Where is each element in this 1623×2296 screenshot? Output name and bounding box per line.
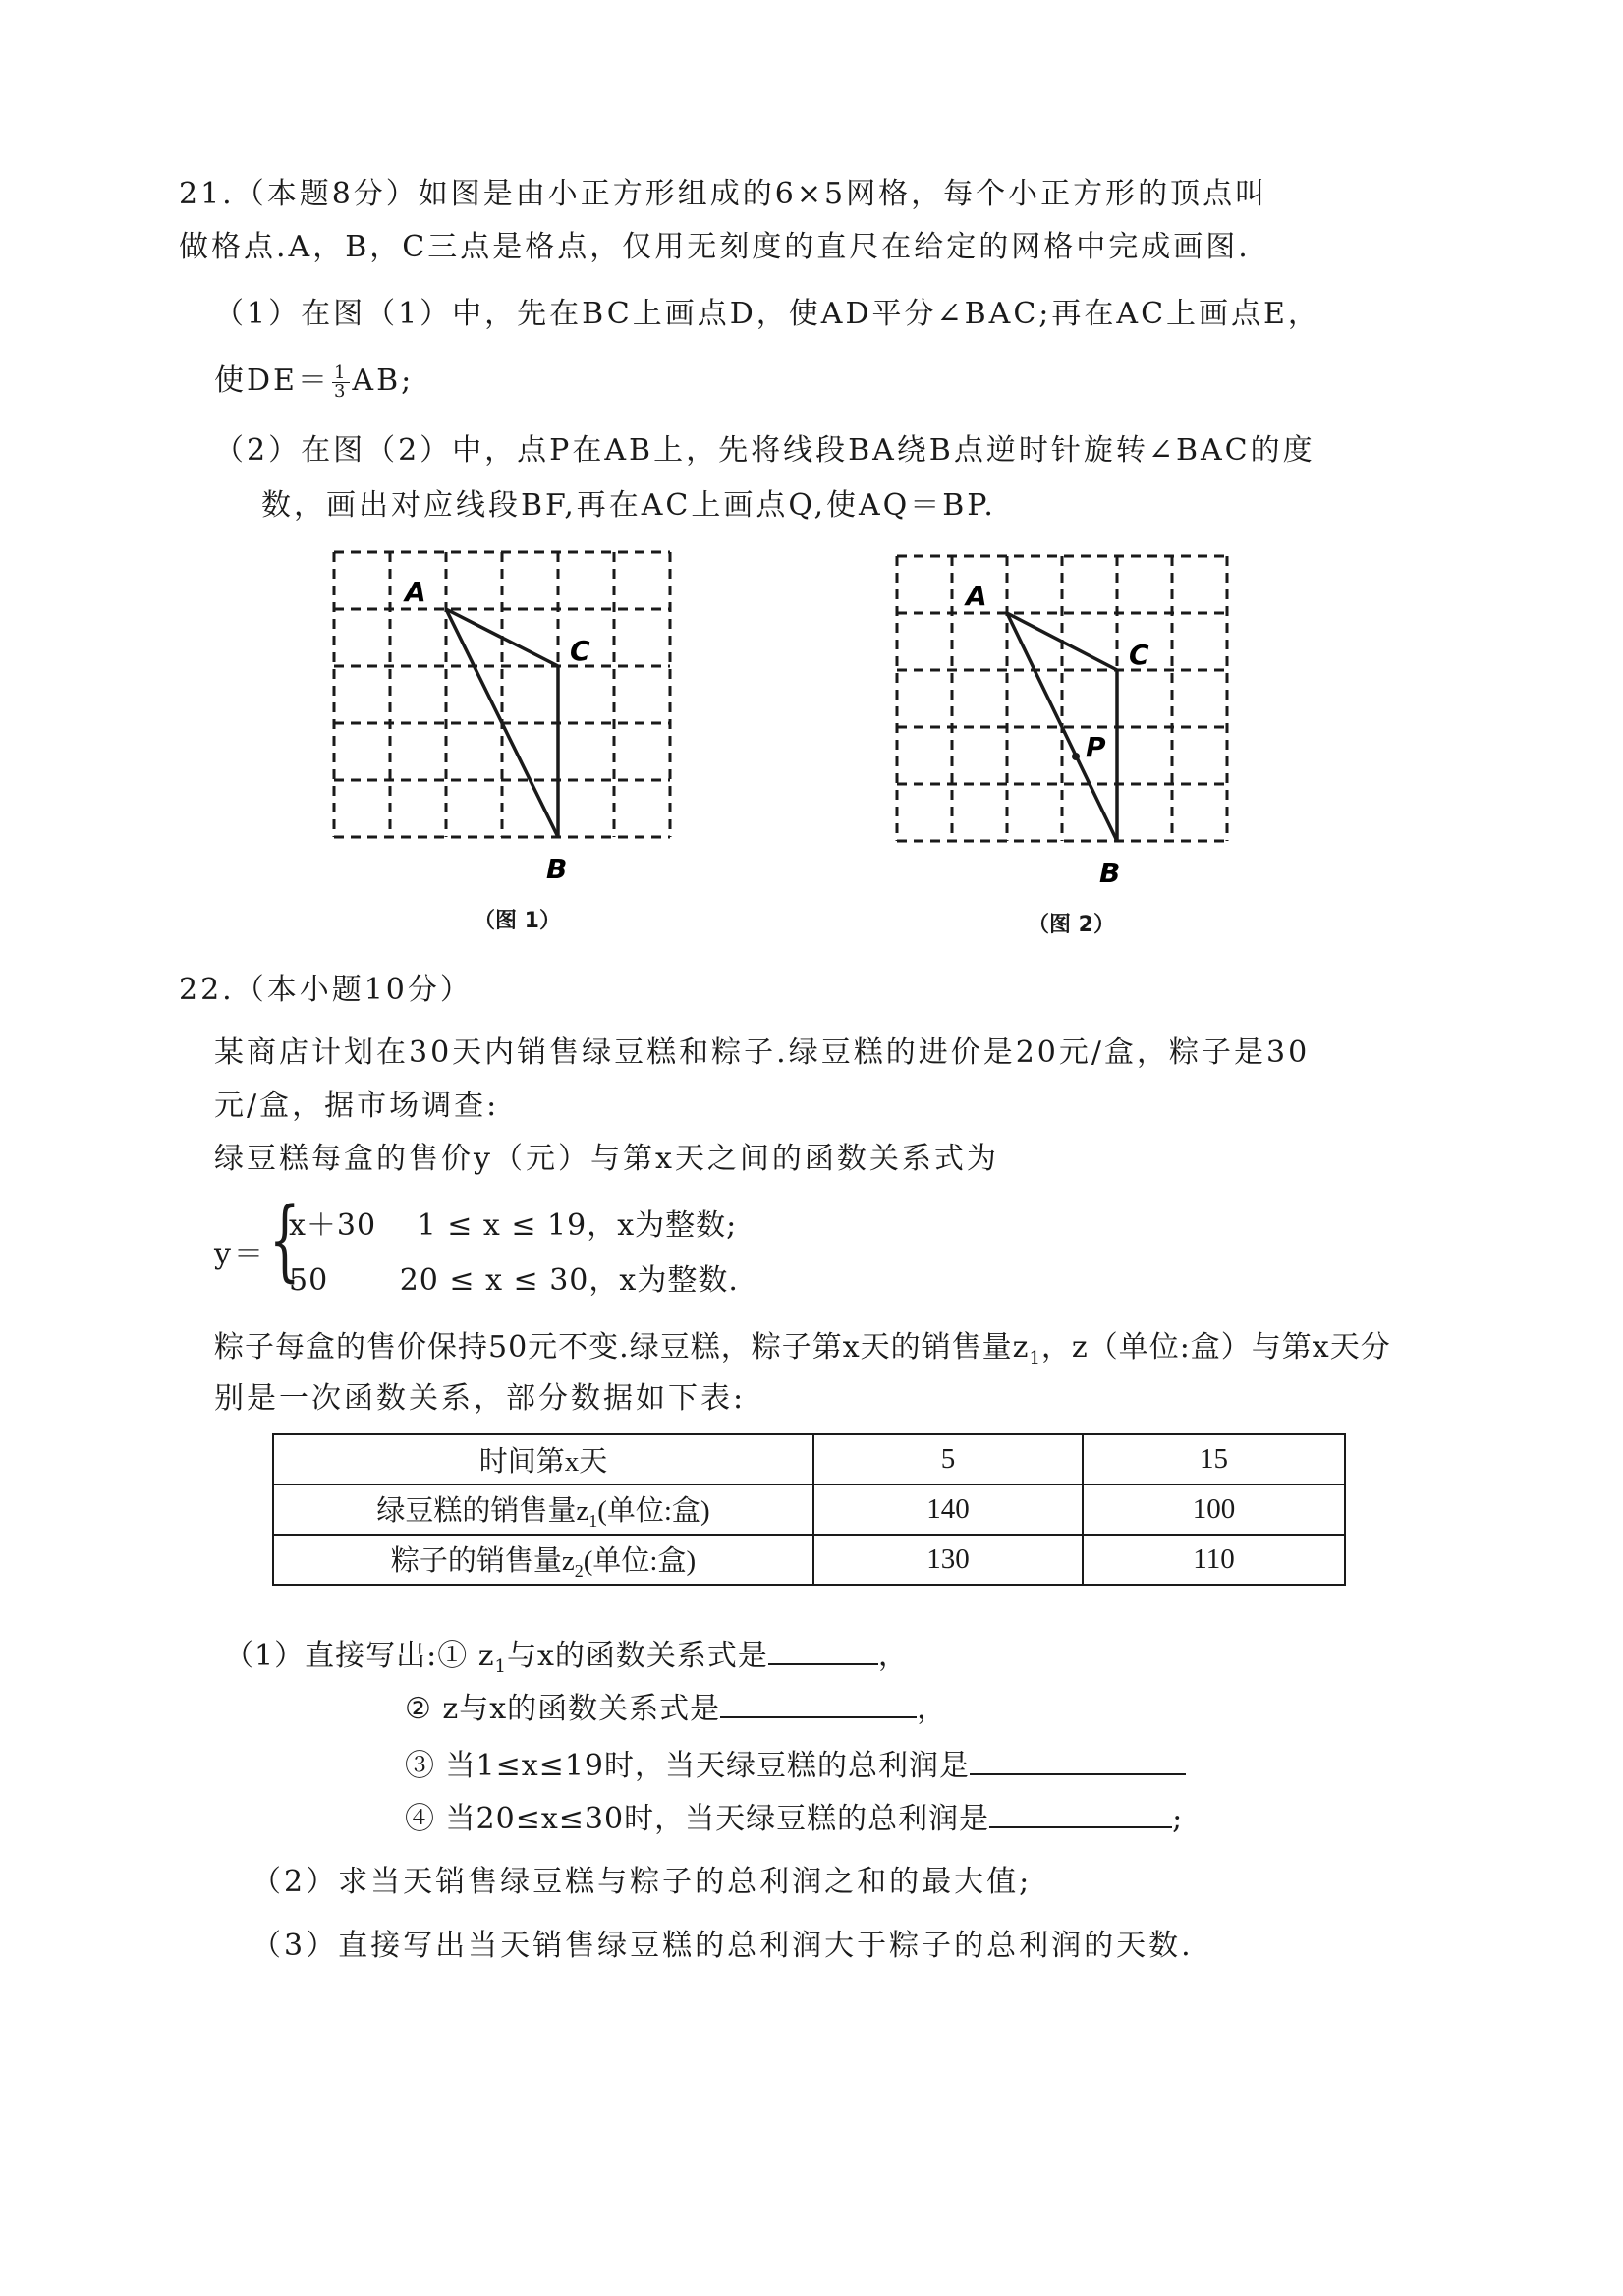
q22-sub4: [405, 1794, 1183, 1837]
piecewise-case-2: 50 20 ≤ x ≤ 30，x为整数.: [289, 1263, 739, 1298]
q22-intro-line1: 某商店计划在30天内销售绿豆糕和粽子.绿豆糕的进价是20元/盒，粽子是30: [214, 1036, 1311, 1070]
row2-label-pre: 粽子的销售量z: [390, 1544, 575, 1577]
answer-blank-4[interactable]: [989, 1799, 1172, 1828]
figure-1-caption: （图 1）: [474, 909, 561, 933]
figure-1-label-b: B: [546, 853, 568, 885]
q22-sub1-pre: （1）直接写出:① z: [224, 1639, 495, 1673]
q22-intro-line2: 元/盒，据市场调查:: [214, 1089, 500, 1123]
q21-part2-line1: （2）在图（2）中，点P在AB上，先将线段BA绕B点逆时针旋转∠BAC的度: [214, 433, 1315, 468]
q22-zongzi-text-post: ，z（单位:盒）与第x天分: [1040, 1330, 1391, 1365]
figure-2-caption: （图 2）: [1028, 913, 1115, 937]
figure-2-label-a: A: [966, 580, 987, 612]
table-cell: 110: [1083, 1535, 1345, 1585]
q21-part2-line2: 数，画出对应线段BF,再在AC上画点Q,使AQ＝BP.: [261, 488, 996, 523]
q21-part1-text-post: AB;: [352, 364, 415, 398]
table-row: [273, 1535, 1345, 1585]
figure-2-label-c: C: [1129, 639, 1149, 671]
q22-sub4-end: ;: [1172, 1802, 1184, 1836]
fraction-numerator: 1: [333, 362, 349, 383]
q22-sub2-text: ② z与x的函数关系式是: [405, 1692, 721, 1726]
figure-1-label-a: A: [405, 576, 426, 608]
q22-sub2: [405, 1684, 947, 1727]
q21-heading-cont: 做格点.A，B，C三点是格点，仅用无刻度的直尺在给定的网格中完成画图.: [179, 230, 1251, 264]
q21-part1-text-pre: 使DE＝: [214, 364, 330, 398]
subscript-1: 1: [1029, 1348, 1041, 1369]
row2-label-post: (单位:盒): [583, 1544, 697, 1577]
table-cell: 140: [813, 1484, 1083, 1535]
figure-1-dashed-grid: [334, 552, 670, 837]
q21-heading: 21.（本题8分）如图是由小正方形组成的6×5网格，每个小正方形的顶点叫: [179, 177, 1268, 211]
table-row-label: [273, 1535, 813, 1585]
piecewise-lhs: y＝: [214, 1237, 266, 1271]
table-cell: 130: [813, 1535, 1083, 1585]
table-header-cell: 15: [1083, 1434, 1345, 1484]
answer-blank-1[interactable]: [768, 1636, 878, 1665]
piecewise-brace: {: [269, 1189, 301, 1292]
table-row-label: [273, 1484, 813, 1535]
q22-zongzi-line1: [214, 1322, 1391, 1369]
q22-part3: （3）直接写出当天销售绿豆糕的总利润大于粽子的总利润的天数.: [252, 1929, 1194, 1963]
figure-2-grid: [877, 546, 1251, 900]
q21-part1-line2: [214, 356, 414, 401]
q21-part1-line1: （1）在图（1）中，先在BC上画点D，使AD平分∠BAC;再在AC上画点E，: [214, 297, 1320, 331]
table-header-cell: 5: [813, 1434, 1083, 1484]
table-row: [273, 1434, 1345, 1484]
row1-label-pre: 绿豆糕的销售量z: [376, 1494, 589, 1527]
subscript-2: 2: [574, 1560, 584, 1581]
answer-blank-2[interactable]: [720, 1689, 917, 1718]
figure-1-grid: [314, 546, 688, 900]
q22-sub4-text: ④ 当20≤x≤30时，当天绿豆糕的总利润是: [405, 1802, 990, 1836]
fraction-one-third: [332, 364, 350, 401]
figure-2-dashed-grid: [897, 556, 1227, 841]
q22-sub1-end: ，: [877, 1639, 909, 1673]
q22-zongzi-text-pre: 粽子每盒的售价保持50元不变.绿豆糕，粽子第x天的销售量z: [214, 1330, 1030, 1365]
table-row: [273, 1484, 1345, 1535]
q22-sub1: [224, 1631, 909, 1677]
answer-blank-3[interactable]: [970, 1746, 1186, 1775]
subscript-1: 1: [588, 1510, 598, 1531]
figure-2-label-b: B: [1099, 857, 1121, 889]
q22-sub3: [405, 1741, 1186, 1784]
row1-label-post: (单位:盒): [597, 1494, 710, 1527]
table-header-cell: 时间第x天: [273, 1434, 813, 1484]
figure-2-label-p: P: [1086, 731, 1106, 763]
subscript-1: 1: [494, 1656, 507, 1677]
table-cell: 100: [1083, 1484, 1345, 1535]
q22-zongzi-line2: 别是一次函数关系，部分数据如下表:: [214, 1381, 747, 1416]
q22-sub2-end: ，: [917, 1692, 948, 1726]
fraction-denominator: 3: [333, 380, 349, 402]
sales-table: [272, 1433, 1346, 1586]
piecewise-case-1: x＋30 1 ≤ x ≤ 19，x为整数;: [289, 1208, 738, 1243]
figure-2-point-p: [1072, 753, 1080, 760]
q22-sub3-text: ③ 当1≤x≤19时，当天绿豆糕的总利润是: [405, 1749, 970, 1783]
q22-part2: （2）求当天销售绿豆糕与粽子的总利润之和的最大值;: [252, 1865, 1033, 1899]
figure-1-label-c: C: [570, 635, 590, 667]
q22-heading: 22.（本小题10分）: [179, 973, 473, 1007]
q22-intro-line3: 绿豆糕每盒的售价y（元）与第x天之间的函数关系式为: [214, 1142, 999, 1176]
q22-sub1-post: 与x的函数关系式是: [507, 1639, 768, 1673]
